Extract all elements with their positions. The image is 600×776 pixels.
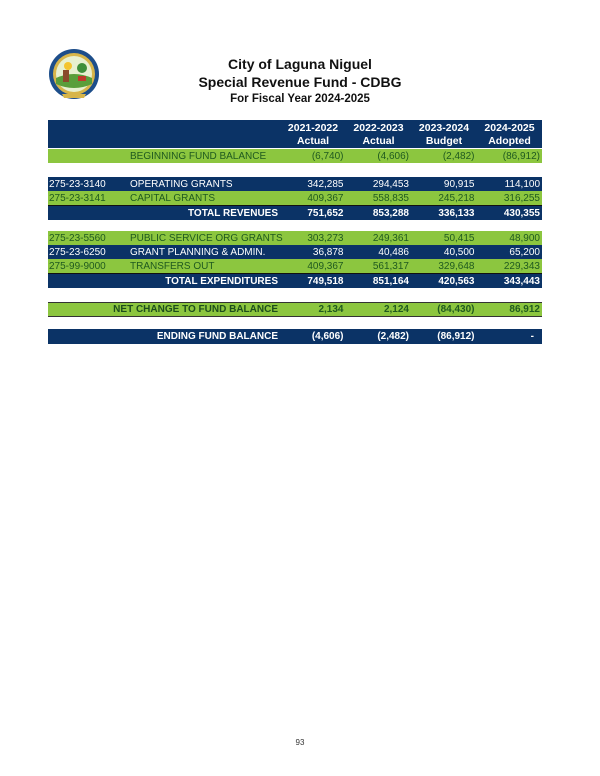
value-2021-2022: 2,134 [318,304,344,315]
column-year: 2022-2023 [353,122,404,134]
value-2023-2024: 420,563 [438,275,475,287]
value-2021-2022: 36,878 [312,246,344,258]
value-2023-2024: 90,915 [443,178,475,190]
account-number: 275-23-3140 [49,178,106,190]
value-2021-2022: 409,367 [307,192,344,204]
value-2023-2024: (84,430) [437,304,475,315]
column-year: 2023-2024 [418,122,470,134]
value-2024-2025: 86,912 [509,304,540,315]
column-year: 2021-2022 [287,122,339,134]
value-2023-2024: 245,218 [438,192,475,204]
value-2022-2023: (4,606) [377,150,409,162]
value-2024-2025: 430,355 [503,207,540,219]
table-row [48,259,542,273]
row-label: GRANT PLANNING & ADMIN. [130,246,266,258]
ending-fund-balance-row [48,329,542,344]
row-label: TOTAL REVENUES [187,207,278,219]
row-label: TOTAL EXPENDITURES [165,275,278,287]
value-2022-2023: 558,835 [372,192,409,204]
column-type: Actual [296,134,330,147]
value-2021-2022: (4,606) [311,331,344,342]
value-2023-2024: 40,500 [443,246,475,258]
value-2021-2022: 749,518 [307,275,344,287]
value-2022-2023: 2,124 [383,304,409,315]
table-row [48,245,542,259]
value-2022-2023: 853,288 [372,207,409,219]
row-label: ENDING FUND BALANCE [156,331,278,342]
value-2023-2024: 329,648 [438,260,475,272]
city-name: City of Laguna Niguel [228,56,372,72]
value-2023-2024: 336,133 [438,207,475,219]
value-2024-2025: 114,100 [504,178,540,190]
row-label: OPERATING GRANTS [130,178,233,190]
value-2023-2024: (86,912) [437,331,475,342]
fiscal-year: For Fiscal Year 2024-2025 [230,93,370,105]
value-2022-2023: 851,164 [372,275,409,287]
account-number: 275-99-9000 [49,260,106,272]
value-2021-2022: 342,285 [307,178,344,190]
row-label: TRANSFERS OUT [130,260,215,272]
value-2022-2023: 294,453 [372,178,409,190]
account-number: 275-23-6250 [49,246,106,258]
value-2024-2025: 316,255 [503,192,540,204]
city-seal-icon [48,48,100,102]
column-year: 2024-2025 [484,122,535,134]
beginning-fund-balance-row [48,149,542,163]
column-type: Adopted [488,134,531,147]
value-2024-2025: 48,900 [509,232,540,244]
account-number: 275-23-3141 [49,192,106,204]
total-revenues-row [48,205,542,220]
value-2021-2022: (6,740) [311,150,344,162]
value-2021-2022: 303,273 [307,232,344,244]
table-row [48,191,542,205]
value-2022-2023: 249,361 [372,232,409,244]
value-2023-2024: (2,482) [442,150,475,162]
net-change-row [48,302,542,317]
value-2024-2025: 65,200 [509,246,540,258]
table-row [48,231,542,245]
value-2024-2025: - [530,331,534,342]
column-type: Actual [362,134,395,147]
row-label: CAPITAL GRANTS [130,192,216,204]
value-2021-2022: 409,367 [307,260,344,272]
fund-name: Special Revenue Fund - CDBG [198,74,402,90]
column-header-2021-2022 [280,122,346,147]
value-2024-2025: (86,912) [502,150,540,162]
account-number: 275-23-5560 [49,232,106,244]
value-2024-2025: 343,443 [503,275,540,287]
total-expenditures-row [48,273,542,288]
row-label: NET CHANGE TO FUND BALANCE [113,304,278,315]
table-row [48,177,542,191]
row-label: PUBLIC SERVICE ORG GRANTS [130,232,283,244]
value-2022-2023: 40,486 [378,246,409,258]
table-header [48,120,542,148]
row-label: BEGINNING FUND BALANCE [130,150,267,162]
value-2024-2025: 229,343 [503,260,540,272]
column-header-2022-2023 [346,122,412,147]
value-2023-2024: 50,415 [443,232,475,244]
value-2021-2022: 751,652 [307,207,344,219]
value-2022-2023: 561,317 [372,260,409,272]
report-title-block [150,55,450,107]
column-type: Budget [425,134,463,147]
page-number: 93 [295,738,305,747]
column-header-2024-2025 [477,122,543,147]
value-2022-2023: (2,482) [377,331,409,342]
column-header-2023-2024 [411,122,477,147]
